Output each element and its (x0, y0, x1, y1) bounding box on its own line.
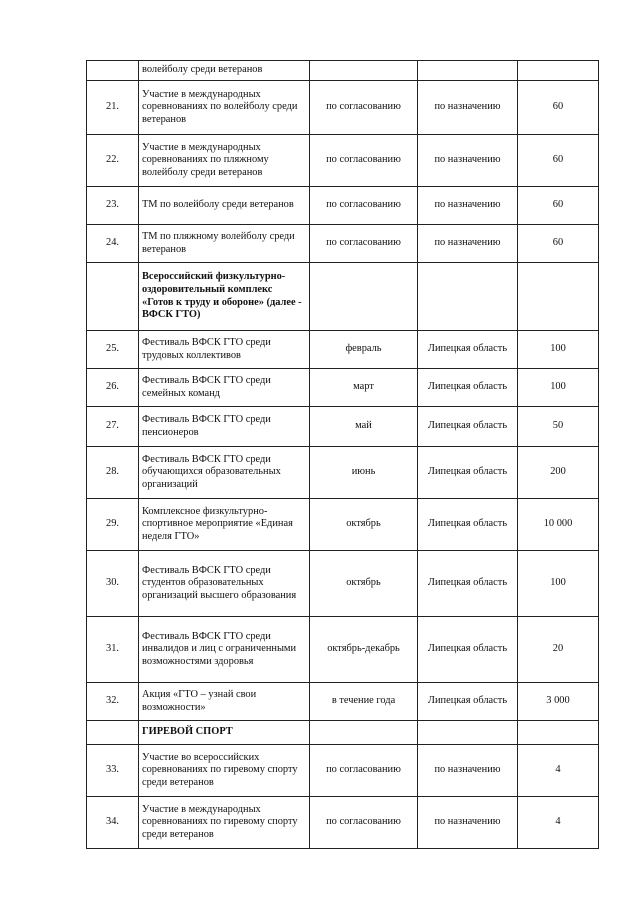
participants-count: 4 (518, 745, 599, 797)
event-date: по согласованию (310, 81, 418, 135)
event-date: октябрь (310, 551, 418, 617)
event-name: ТМ по пляжному волейболу среди ветеранов (139, 225, 310, 263)
event-date: по согласованию (310, 225, 418, 263)
participants-count: 50 (518, 407, 599, 447)
event-name: Участие в международных соревнованиях по волейболу среди ветеранов (139, 81, 310, 135)
row-number: 34. (87, 797, 139, 849)
events-table-body (87, 61, 599, 849)
row-number: 29. (87, 499, 139, 551)
participants-count: 200 (518, 447, 599, 499)
row-number: 27. (87, 407, 139, 447)
event-name: Фестиваль ВФСК ГТО среди инвалидов и лиц с ограниченными возможностями здоровья (139, 617, 310, 683)
table-row (87, 551, 599, 617)
event-name: ГИРЕВОЙ СПОРТ (139, 721, 310, 745)
event-date: июнь (310, 447, 418, 499)
event-place: по назначению (418, 797, 518, 849)
event-date: октябрь-декабрь (310, 617, 418, 683)
table-row (87, 745, 599, 797)
participants-count: 60 (518, 225, 599, 263)
event-date: февраль (310, 331, 418, 369)
row-number: 31. (87, 617, 139, 683)
table-row (87, 407, 599, 447)
event-place (418, 263, 518, 331)
events-table (86, 60, 599, 849)
table-row (87, 499, 599, 551)
event-date: по согласованию (310, 745, 418, 797)
row-number (87, 61, 139, 81)
event-place (418, 61, 518, 81)
participants-count: 20 (518, 617, 599, 683)
participants-count (518, 263, 599, 331)
event-place: Липецкая область (418, 551, 518, 617)
event-place: Липецкая область (418, 617, 518, 683)
event-place: Липецкая область (418, 447, 518, 499)
row-number: 26. (87, 369, 139, 407)
event-date: май (310, 407, 418, 447)
participants-count (518, 61, 599, 81)
table-row (87, 331, 599, 369)
section-header-row (87, 721, 599, 745)
table-row (87, 135, 599, 187)
event-name: Участие в международных соревнованиях по гиревому спорту среди ветеранов (139, 797, 310, 849)
event-place: Липецкая область (418, 499, 518, 551)
participants-count: 100 (518, 551, 599, 617)
event-date: по согласованию (310, 187, 418, 225)
event-name: ТМ по волейболу среди ветеранов (139, 187, 310, 225)
participants-count: 60 (518, 81, 599, 135)
event-date: октябрь (310, 499, 418, 551)
event-name: Всероссийский физкультурно-оздоровительный комплекс «Готов к труду и обороне» (далее - ВФСК ГТО) (139, 263, 310, 331)
event-name: Участие во всероссийских соревнованиях по гиревому спорту среди ветеранов (139, 745, 310, 797)
participants-count: 4 (518, 797, 599, 849)
row-number (87, 263, 139, 331)
event-date: в течение года (310, 683, 418, 721)
row-number: 30. (87, 551, 139, 617)
row-number: 33. (87, 745, 139, 797)
table-row (87, 797, 599, 849)
event-name: Фестиваль ВФСК ГТО среди трудовых коллективов (139, 331, 310, 369)
event-name: Фестиваль ВФСК ГТО среди обучающихся образовательных организаций (139, 447, 310, 499)
event-place: по назначению (418, 225, 518, 263)
event-date: по согласованию (310, 135, 418, 187)
table-row (87, 447, 599, 499)
row-number: 22. (87, 135, 139, 187)
participants-count: 100 (518, 369, 599, 407)
participants-count: 100 (518, 331, 599, 369)
event-name: Участие в международных соревнованиях по пляжному волейболу среди ветеранов (139, 135, 310, 187)
event-name: Комплексное физкультурно-спортивное мероприятие «Единая неделя ГТО» (139, 499, 310, 551)
participants-count (518, 721, 599, 745)
row-number: 25. (87, 331, 139, 369)
row-number: 28. (87, 447, 139, 499)
event-date (310, 61, 418, 81)
table-row (87, 617, 599, 683)
event-place: по назначению (418, 187, 518, 225)
event-place: Липецкая область (418, 369, 518, 407)
event-name: волейболу среди ветеранов (139, 61, 310, 81)
row-number (87, 721, 139, 745)
table-row (87, 61, 599, 81)
event-place: Липецкая область (418, 331, 518, 369)
table-row (87, 187, 599, 225)
row-number: 24. (87, 225, 139, 263)
table-row (87, 369, 599, 407)
event-place: Липецкая область (418, 407, 518, 447)
table-row (87, 81, 599, 135)
event-date (310, 721, 418, 745)
section-header-row (87, 263, 599, 331)
participants-count: 3 000 (518, 683, 599, 721)
event-place: по назначению (418, 745, 518, 797)
table-row (87, 225, 599, 263)
participants-count: 60 (518, 187, 599, 225)
event-name: Фестиваль ВФСК ГТО среди студентов образовательных организаций высшего образования (139, 551, 310, 617)
table-row (87, 683, 599, 721)
row-number: 21. (87, 81, 139, 135)
event-name: Фестиваль ВФСК ГТО среди семейных команд (139, 369, 310, 407)
event-place: Липецкая область (418, 683, 518, 721)
row-number: 23. (87, 187, 139, 225)
event-place (418, 721, 518, 745)
event-place: по назначению (418, 135, 518, 187)
event-date: по согласованию (310, 797, 418, 849)
row-number: 32. (87, 683, 139, 721)
event-place: по назначению (418, 81, 518, 135)
event-date: март (310, 369, 418, 407)
participants-count: 10 000 (518, 499, 599, 551)
event-name: Фестиваль ВФСК ГТО среди пенсионеров (139, 407, 310, 447)
event-name: Акция «ГТО – узнай свои возможности» (139, 683, 310, 721)
event-date (310, 263, 418, 331)
participants-count: 60 (518, 135, 599, 187)
